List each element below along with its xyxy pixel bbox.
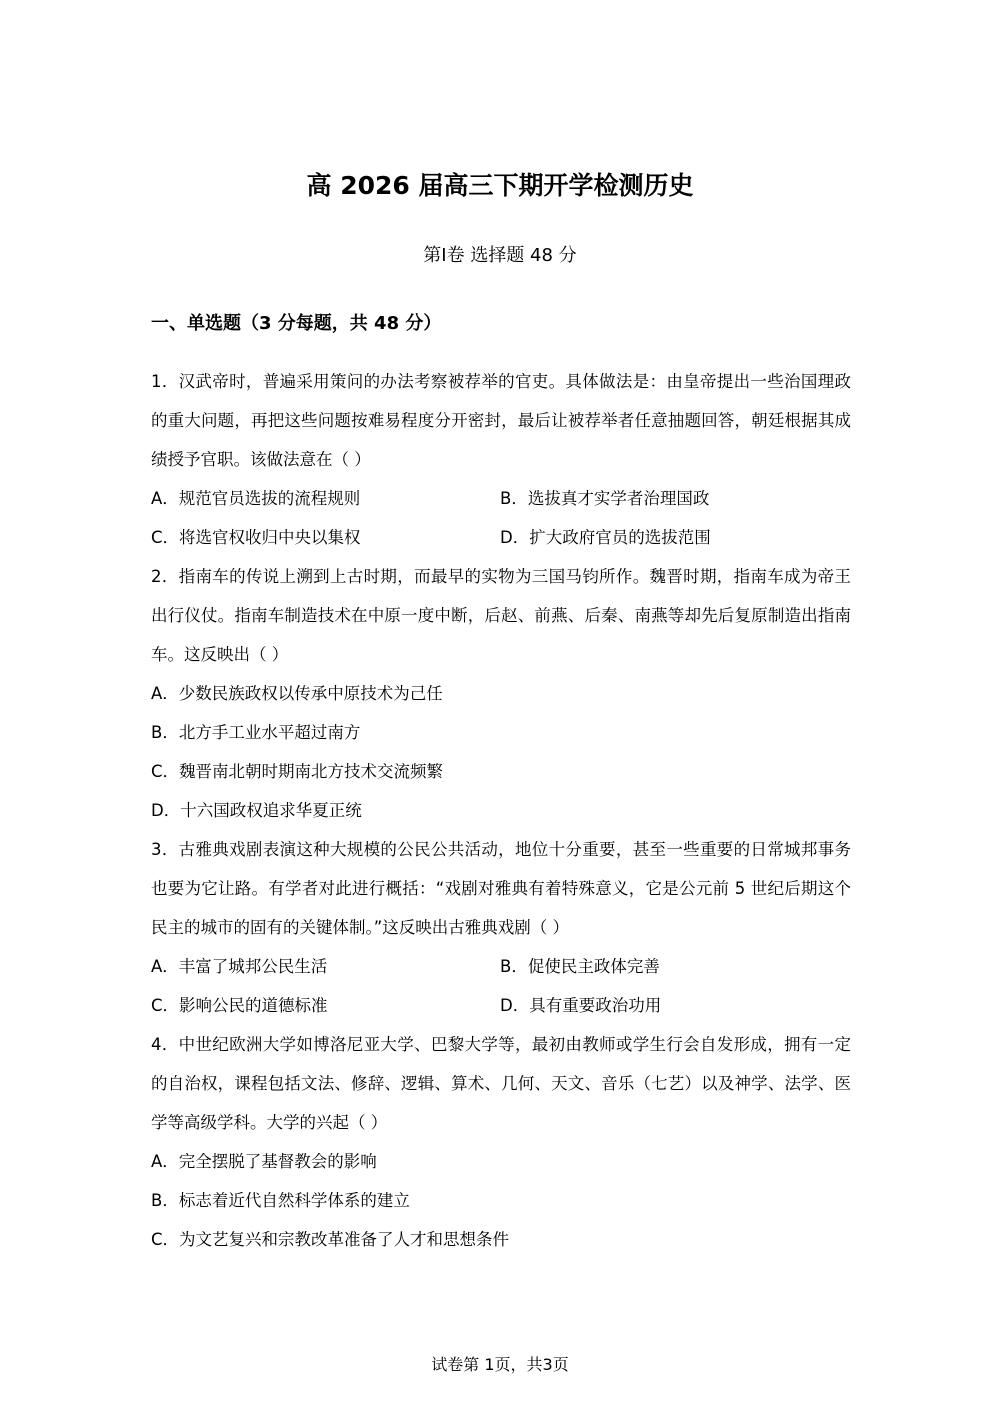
question-3-option-d: D．具有重要政治功用: [500, 996, 662, 1015]
question-3-option-b: B．促使民主政体完善: [500, 957, 660, 976]
question-3-option-a: A．丰富了城邦公民生活: [151, 957, 328, 976]
question-4-stem: 4．中世纪欧洲大学如博洛尼亚大学、巴黎大学等，最初由教师或学生行会自发形成，拥有一定的自治权，课程包括文法、修辞、逻辑、算术、几何、天文、音乐（七艺）以及神学、法学、医学等高级学科。大学的兴起（ ）: [151, 1035, 851, 1132]
question-1-option-d: D．扩大政府官员的选拔范围: [500, 528, 711, 547]
question-1-option-b: B．选拔真才实学者治理国政: [500, 489, 710, 508]
section-heading: 一、单选题（3 分每题，共 48 分）: [151, 313, 442, 334]
question-4-option-b: B．标志着近代自然科学体系的建立: [151, 1191, 410, 1210]
exam-subtitle: 第Ⅰ卷 选择题 48 分: [423, 245, 577, 266]
question-3-stem: 3．古雅典戏剧表演这种大规模的公民公共活动，地位十分重要，甚至一些重要的日常城邦事务也要为它让路。有学者对此进行概括：“戏剧对雅典有着特殊意义，它是公元前 5 世纪后期这个民主的城市的固有的关键体制。”这反映出古雅典戏剧（ ）: [151, 840, 851, 937]
question-2-option-b: B．北方手工业水平超过南方: [151, 723, 361, 742]
question-list: [151, 362, 851, 1259]
page-footer: 试卷第 1页，共3页: [431, 1355, 569, 1374]
question-3-options-row-2: [151, 986, 851, 1025]
question-1-options-row-2: [151, 518, 851, 557]
question-2-stem: 2．指南车的传说上溯到上古时期，而最早的实物为三国马钧所作。魏晋时期，指南车成为帝王出行仪仗。指南车制造技术在中原一度中断，后赵、前燕、后秦、南燕等却先后复原制造出指南车。这反映出（ ）: [151, 567, 851, 664]
question-2-option-c: C．魏晋南北朝时期南北方技术交流频繁: [151, 762, 444, 781]
question-4-option-c: C．为文艺复兴和宗教改革准备了人才和思想条件: [151, 1230, 510, 1249]
question-1-stem: 1．汉武帝时，普遍采用策问的办法考察被荐举的官吏。具体做法是：由皇帝提出一些治国理政的重大问题，再把这些问题按难易程度分开密封，最后让被荐举者任意抽题回答，朝廷根据其成绩授予官职。该做法意在（ ）: [151, 372, 851, 469]
question-2-option-d: D．十六国政权追求华夏正统: [151, 801, 362, 820]
question-4-option-a: A．完全摆脱了基督教会的影响: [151, 1152, 377, 1171]
question-2-option-a: A．少数民族政权以传承中原技术为己任: [151, 684, 443, 703]
question-1-option-a: A．规范官员选拔的流程规则: [151, 489, 361, 508]
question-1-option-c: C．将选官权收归中央以集权: [151, 528, 361, 547]
question-3-option-c: C．影响公民的道德标准: [151, 996, 328, 1015]
question-1-options-row-1: [151, 479, 851, 518]
exam-title: 高 2026 届高三下期开学检测历史: [306, 171, 694, 200]
question-3-options-row-1: [151, 947, 851, 986]
